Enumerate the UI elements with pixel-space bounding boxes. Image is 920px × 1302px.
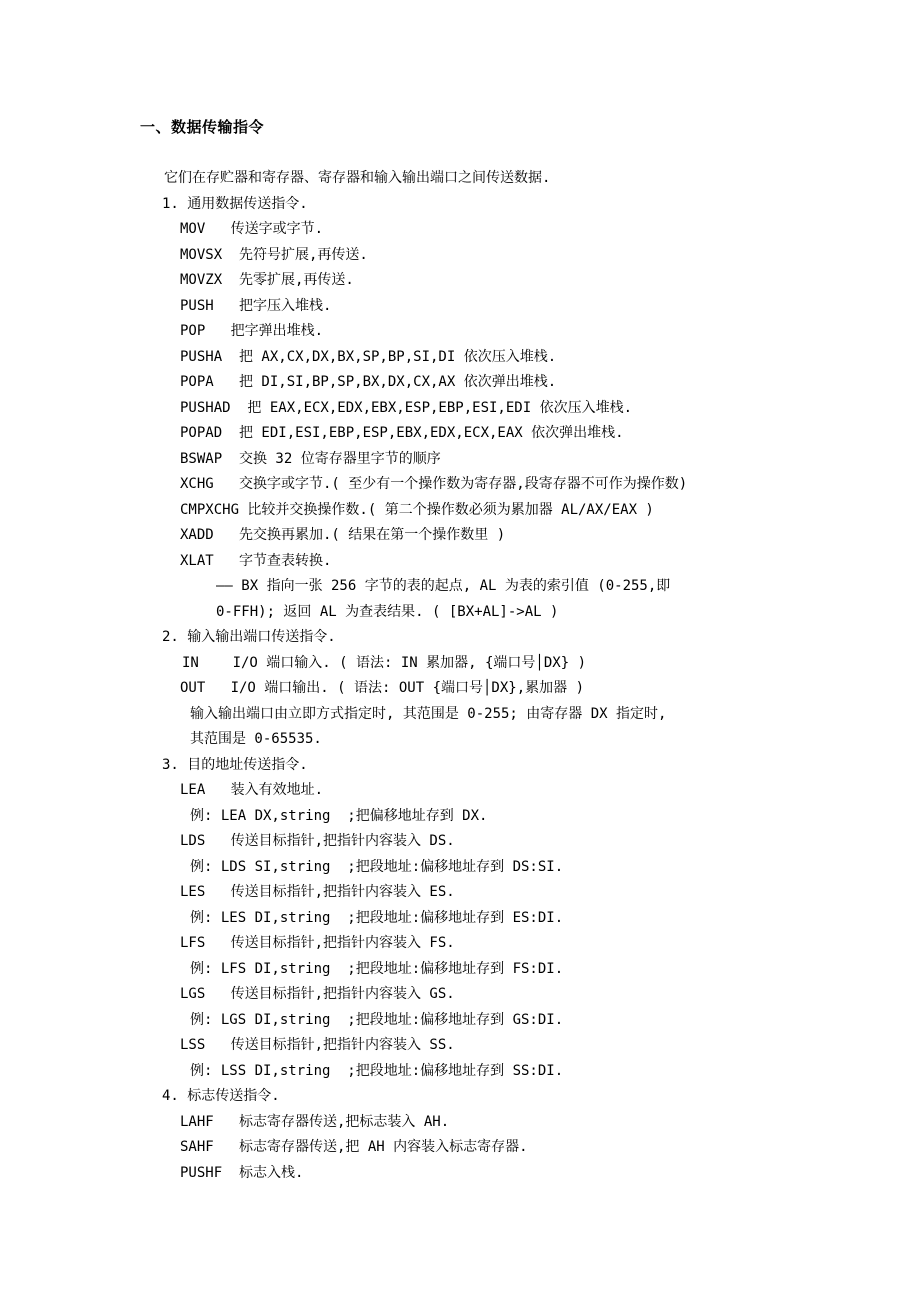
instruction-line: LEA 装入有效地址.	[180, 782, 324, 798]
subsection-heading: 3. 目的地址传送指令.	[162, 757, 308, 773]
example-line: 例: LGS DI,string ;把段地址:偏移地址存到 GS:DI.	[190, 1012, 564, 1028]
instruction-line: LSS 传送目标指针,把指针内容装入 SS.	[180, 1037, 455, 1053]
instruction-line: POPA 把 DI,SI,BP,SP,BX,DX,CX,AX 依次弹出堆栈.	[180, 374, 557, 390]
instruction-line: LDS 传送目标指针,把指针内容装入 DS.	[180, 833, 455, 849]
instruction-line: SAHF 标志寄存器传送,把 AH 内容装入标志寄存器.	[180, 1139, 528, 1155]
instruction-line: PUSHAD 把 EAX,ECX,EDX,EBX,ESP,EBP,ESI,EDI 依次压入堆栈.	[180, 400, 633, 416]
example-line: 例: LDS SI,string ;把段地址:偏移地址存到 DS:SI.	[190, 859, 564, 875]
section-title: 一、数据传输指令	[140, 118, 265, 136]
intro-text: 它们在存贮器和寄存器、寄存器和输入输出端口之间传送数据.	[164, 170, 551, 186]
instruction-line: LGS 传送目标指针,把指针内容装入 GS.	[180, 986, 455, 1002]
instruction-line: LAHF 标志寄存器传送,把标志装入 AH.	[180, 1114, 450, 1130]
instruction-line: IN I/O 端口输入. ( 语法: IN 累加器, {端口号│DX} )	[182, 655, 587, 671]
example-line: 例: LEA DX,string ;把偏移地址存到 DX.	[190, 808, 488, 824]
instruction-line: MOV 传送字或字节.	[180, 221, 324, 237]
instruction-line: LFS 传送目标指针,把指针内容装入 FS.	[180, 935, 455, 951]
instruction-line: XLAT 字节查表转换.	[180, 553, 332, 569]
example-line: 例: LFS DI,string ;把段地址:偏移地址存到 FS:DI.	[190, 961, 564, 977]
note-line: 0-FFH); 返回 AL 为查表结果. ( [BX+AL]->AL )	[216, 604, 559, 620]
note-line: —— BX 指向一张 256 字节的表的起点, AL 为表的索引值 (0-255,即	[216, 578, 671, 594]
instruction-line: CMPXCHG 比较并交换操作数.( 第二个操作数必须为累加器 AL/AX/EAX )	[180, 502, 654, 518]
subsection-heading: 1. 通用数据传送指令.	[162, 196, 308, 212]
instruction-line: OUT I/O 端口输出. ( 语法: OUT {端口号│DX},累加器 )	[180, 680, 585, 696]
instruction-line: MOVZX 先零扩展,再传送.	[180, 272, 354, 288]
example-line: 例: LES DI,string ;把段地址:偏移地址存到 ES:DI.	[190, 910, 564, 926]
subsection-heading: 4. 标志传送指令.	[162, 1088, 280, 1104]
instruction-line: BSWAP 交换 32 位寄存器里字节的顺序	[180, 451, 441, 467]
instruction-line: PUSHF 标志入栈.	[180, 1165, 304, 1181]
instruction-line: XCHG 交换字或字节.( 至少有一个操作数为寄存器,段寄存器不可作为操作数)	[180, 476, 688, 492]
note-line: 输入输出端口由立即方式指定时, 其范围是 0-255; 由寄存器 DX 指定时,	[190, 706, 667, 722]
note-line: 其范围是 0-65535.	[190, 731, 322, 747]
example-line: 例: LSS DI,string ;把段地址:偏移地址存到 SS:DI.	[190, 1063, 564, 1079]
instruction-line: PUSHA 把 AX,CX,DX,BX,SP,BP,SI,DI 依次压入堆栈.	[180, 349, 557, 365]
instruction-line: LES 传送目标指针,把指针内容装入 ES.	[180, 884, 455, 900]
instruction-line: POPAD 把 EDI,ESI,EBP,ESP,EBX,EDX,ECX,EAX 依次弹出堆栈.	[180, 425, 624, 441]
instruction-line: XADD 先交换再累加.( 结果在第一个操作数里 )	[180, 527, 506, 543]
instruction-line: PUSH 把字压入堆栈.	[180, 298, 332, 314]
instruction-line: MOVSX 先符号扩展,再传送.	[180, 247, 368, 263]
subsection-heading: 2. 输入输出端口传送指令.	[162, 629, 336, 645]
instruction-line: POP 把字弹出堆栈.	[180, 323, 324, 339]
